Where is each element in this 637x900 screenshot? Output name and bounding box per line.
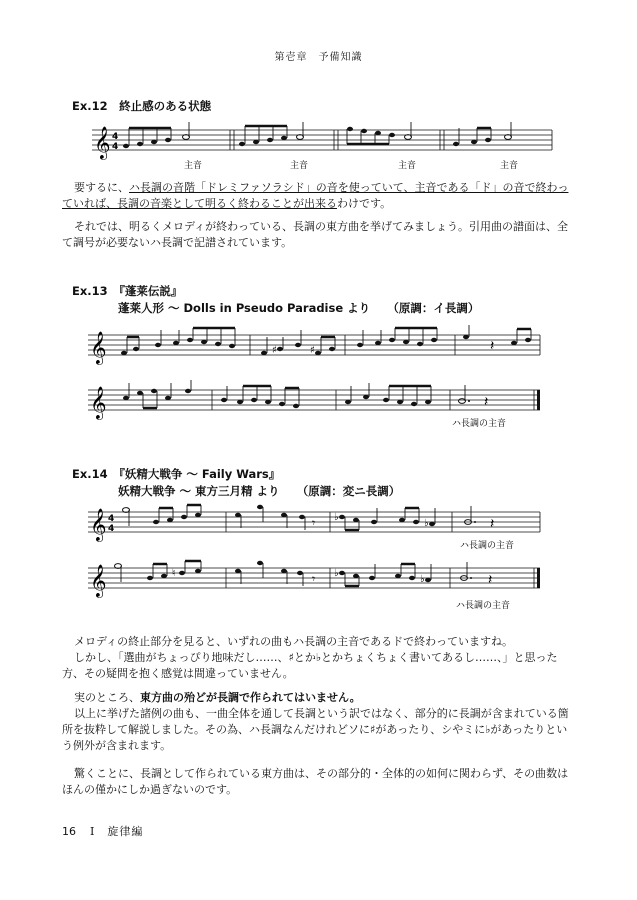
page-number: 16 xyxy=(62,825,76,838)
paragraph-5 xyxy=(62,766,572,798)
svg-text:𝄾: 𝄾 xyxy=(312,572,316,586)
svg-text:♯: ♯ xyxy=(272,345,277,356)
ex13-sub: 蓬莱人形 〜 Dolls in Pseudo Paradise より （原調：イ長調） xyxy=(118,301,480,315)
svg-text:♭: ♭ xyxy=(420,574,425,585)
ex14-label: Ex.14 『妖精大戦争 〜 Faily Wars』 xyxy=(72,467,281,481)
para1-prefix: 要するに、 xyxy=(74,181,129,194)
ex13-staff-1 xyxy=(0,325,637,375)
svg-text:♭: ♭ xyxy=(334,568,339,579)
svg-text:𝄽: 𝄽 xyxy=(488,572,493,588)
svg-text:𝄞: 𝄞 xyxy=(94,126,111,159)
ex14-note-2: ハ長調の主音 xyxy=(456,601,511,611)
ex12-label: Ex.12 終止感のある状態 xyxy=(72,99,212,113)
ex14-staff-1 xyxy=(0,502,637,562)
chapter-header: 第壱章 予備知識 xyxy=(274,52,363,63)
svg-text:𝄽: 𝄽 xyxy=(490,516,495,532)
paragraph-2 xyxy=(62,219,572,251)
svg-text:♭: ♭ xyxy=(334,512,339,523)
ex12-staff xyxy=(0,120,637,180)
svg-text:𝄾: 𝄾 xyxy=(312,516,316,530)
svg-text:4: 4 xyxy=(108,514,115,524)
svg-text:♮: ♮ xyxy=(172,568,176,579)
svg-text:𝄞: 𝄞 xyxy=(90,331,107,364)
svg-text:4: 4 xyxy=(112,142,119,152)
svg-text:𝄞: 𝄞 xyxy=(90,386,107,419)
paragraph-3 xyxy=(62,634,572,682)
ex12-tonic-3: 主音 xyxy=(398,161,417,171)
paragraph-1 xyxy=(62,180,572,212)
svg-text:𝄞: 𝄞 xyxy=(90,564,107,597)
para4-prefix: 実のところ、 xyxy=(74,691,140,704)
ex14-note-1: ハ長調の主音 xyxy=(460,541,515,551)
para3-line2: しかし、「選曲がちょっぴり地味だし……、♯とか♭とかちょくちょく書いてあるし……、」と思った方、その疑問を抱く感覚は間違っていません。 xyxy=(62,651,558,680)
ex13-label: Ex.13 『蓬莱伝説』 xyxy=(72,284,183,298)
svg-text:♭: ♭ xyxy=(424,518,429,529)
para5-text: 驚くことに、長調として作られている東方曲は、その部分的・全体的の如何に関わらず、その曲数はほんの僅かにしか過ぎないのです。 xyxy=(62,767,569,796)
page-footer xyxy=(62,823,143,839)
svg-text:4: 4 xyxy=(112,132,119,142)
ex13-staff-2 xyxy=(0,380,637,440)
ex12-tonic-4: 主音 xyxy=(500,161,519,171)
para4-rest: 以上に挙げた諸例の曲も、一曲全体を通して長調という訳ではなく、部分的に長調が含まれている箇所を抜粋して解説しました。その為、ハ長調なんだけれどソに♯があったり、シやミに♭があったりという例外が含まれます。 xyxy=(62,707,569,752)
svg-text:4: 4 xyxy=(108,524,115,534)
svg-text:𝄞: 𝄞 xyxy=(90,508,107,541)
svg-text:𝄽: 𝄽 xyxy=(490,338,495,354)
ex14-sub: 妖精大戦争 〜 東方三月精 より （原調：変ニ長調） xyxy=(118,484,401,498)
para2-text: それでは、明るくメロディが終わっている、長調の東方曲を挙げてみましょう。引用曲の譜面は、全て調号が必要ないハ長調で記譜されています。 xyxy=(62,220,569,249)
para4-bold: 東方曲の殆どが長調で作られてはいません。 xyxy=(140,691,361,704)
para1-suffix: わけです。 xyxy=(337,197,392,210)
ex12-tonic-1: 主音 xyxy=(184,161,203,171)
ex12-tonic-2: 主音 xyxy=(290,161,309,171)
para3-line1: メロディの終止部分を見ると、いずれの曲もハ長調の主音であるドで終わっていますね。 xyxy=(74,635,514,648)
svg-text:𝄽: 𝄽 xyxy=(484,394,489,410)
section-name: Ⅰ 旋律編 xyxy=(90,825,144,838)
para1-underlined: ハ長調の音階「ドレミファソラシド」の音を使っていて、主音である「ド」の音で終わっていれば、長調の音楽として明るく終わることが出来る xyxy=(62,181,569,210)
ex14-staff-2 xyxy=(0,558,637,618)
ex13-note: ハ長調の主音 xyxy=(452,419,507,429)
svg-text:♯: ♯ xyxy=(310,345,315,356)
paragraph-4 xyxy=(62,690,572,754)
